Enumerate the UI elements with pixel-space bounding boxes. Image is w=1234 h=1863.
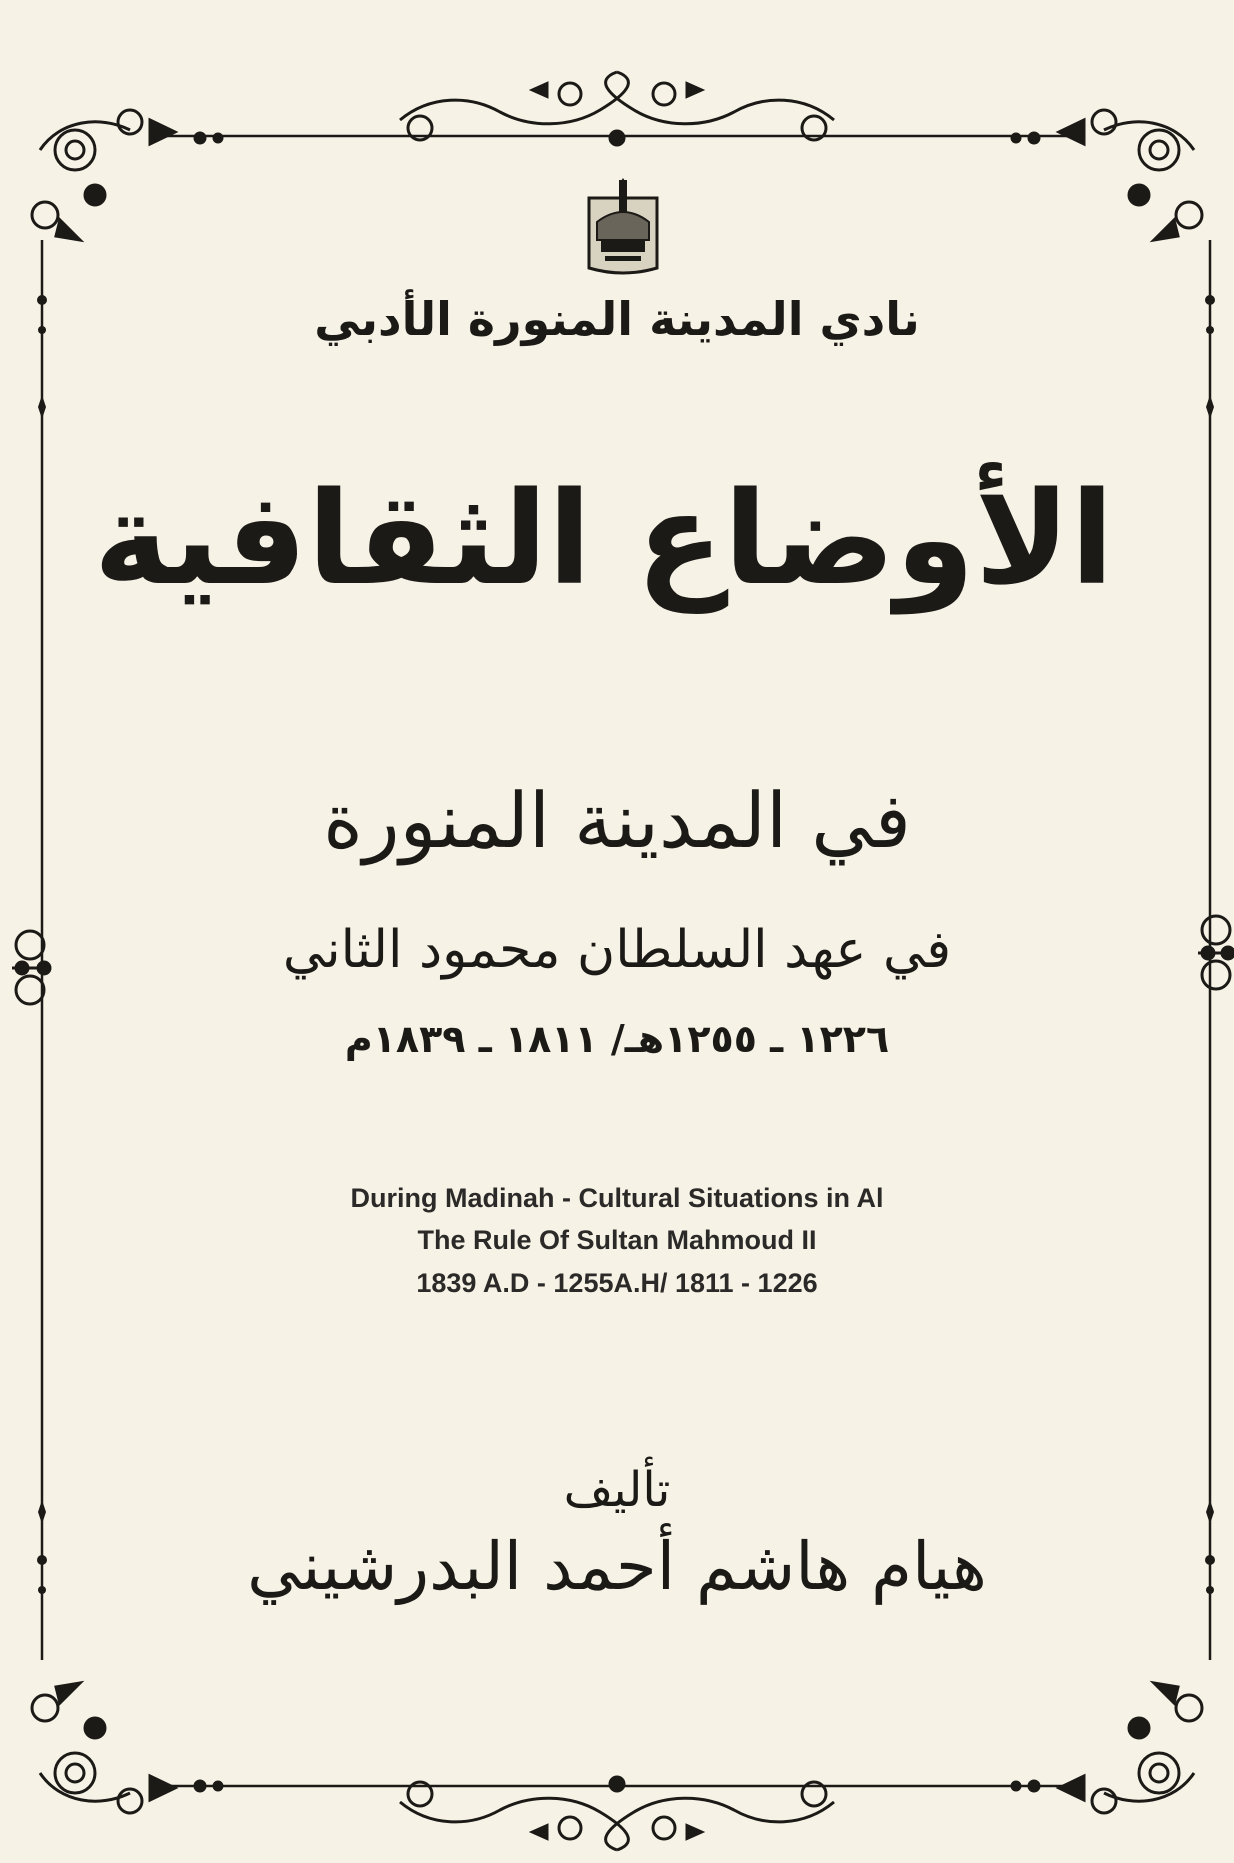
side-left-ornament <box>12 931 50 1004</box>
book-subtitle: في المدينة المنورة <box>323 776 911 865</box>
corner-top-left <box>32 110 222 240</box>
corner-bottom-left <box>32 1683 222 1813</box>
english-title-line-1: During Madinah - Cultural Situations in Al <box>350 1183 884 1213</box>
author-label: تأليف <box>563 1462 671 1518</box>
era-line: في عهد السلطان محمود الثاني <box>282 920 952 980</box>
publisher-name: نادي المدينة المنورة الأدبي <box>314 292 920 346</box>
english-title-line-3: 1839 A.D - 1255A.H/ 1811 - 1226 <box>416 1268 818 1298</box>
dates-arabic: ١٢٢٦ ـ ١٢٥٥هـ/ ١٨١١ ـ ١٨٣٩م <box>344 1017 890 1061</box>
corner-top-right <box>1012 110 1202 240</box>
corner-bottom-right <box>1012 1683 1202 1813</box>
english-title-line-2: The Rule Of Sultan Mahmoud II <box>417 1225 817 1255</box>
book-title: الأوضاع الثقافية <box>93 465 1114 614</box>
mosque-emblem-icon <box>583 178 663 276</box>
author-name: هيام هاشم أحمد البدرشيني <box>247 1528 987 1605</box>
side-right-ornament <box>1198 916 1234 989</box>
